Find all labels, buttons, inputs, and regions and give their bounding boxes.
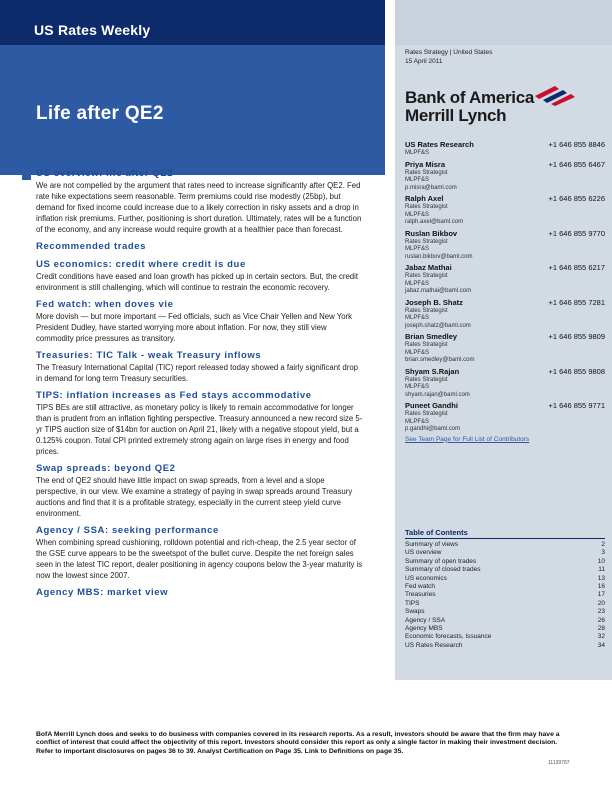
contact-email[interactable]: p.misra@baml.com bbox=[405, 184, 457, 191]
contact-phone: +1 646 855 9808 bbox=[548, 366, 605, 376]
toc-row[interactable] bbox=[405, 625, 605, 633]
toc-page: 20 bbox=[597, 599, 605, 607]
contact-name: Shyam S.Rajan bbox=[405, 366, 460, 376]
contact-detail: MLPF&S bbox=[405, 384, 430, 390]
contact-phone: +1 646 855 6467 bbox=[548, 159, 605, 169]
section-heading: Agency MBS: market view bbox=[36, 587, 169, 598]
series-title: US Rates Weekly bbox=[34, 22, 151, 38]
sidebar-panel bbox=[395, 0, 612, 680]
contact-email[interactable]: jabaz.mathai@baml.com bbox=[405, 288, 472, 294]
contact-phone: +1 646 855 6226 bbox=[548, 194, 605, 203]
toc-page: 26 bbox=[597, 616, 605, 624]
section-heading: Fed watch: when doves vie bbox=[36, 299, 174, 310]
contact-phone: +1 646 855 9770 bbox=[548, 228, 605, 238]
toc-row[interactable] bbox=[405, 617, 605, 625]
section-heading: Treasuries: TIC Talk - weak Treasury inflows bbox=[36, 350, 262, 361]
contact-name: Joseph B. Shatz bbox=[405, 297, 463, 307]
section-body: TIPS BEs are still attractive, as monetary policy is likely to remain accommodative for longer than is prudent from an inflation fighting perspective. Treasury announced a new record size 5-yr TIPS auction size of $14bn for auction on April 21, likely with a negative stopout yield, but a 0.125% coupon. Total CPI printed extremely strong again on large rises in energy and food prices. bbox=[36, 403, 363, 456]
toc-page: 32 bbox=[597, 633, 605, 641]
toc-row[interactable] bbox=[405, 591, 605, 599]
contact-entry bbox=[405, 401, 605, 434]
contact-detail: Rates Strategist bbox=[405, 307, 448, 314]
contact-entry bbox=[405, 229, 605, 262]
contact-email[interactable]: brian.smedley@baml.com bbox=[405, 357, 475, 363]
main-content bbox=[36, 168, 366, 599]
toc-label: Summary of open trades bbox=[405, 557, 477, 565]
report-category: Rates Strategy | United States bbox=[405, 49, 493, 56]
section-heading: Agency / SSA: seeking performance bbox=[36, 525, 219, 536]
contact-entry bbox=[405, 298, 605, 331]
section-body: More dovish — but more important — Fed officials, such as Vice Chair Yellen and New York President Dudley, have started worrying more about inflation. For now, they still view commodity price pressures as transitory. bbox=[36, 312, 353, 343]
toc-row[interactable] bbox=[405, 608, 605, 616]
toc-label: Treasuries bbox=[405, 591, 436, 599]
toc-row[interactable] bbox=[405, 600, 605, 608]
contact-detail: MLPF&S bbox=[405, 150, 430, 156]
toc-label: Summary of views bbox=[405, 541, 459, 548]
report-code: 11139787 bbox=[548, 760, 570, 766]
toc-row[interactable] bbox=[405, 575, 605, 583]
toc-row[interactable] bbox=[405, 549, 605, 557]
toc-label: US overview bbox=[405, 549, 442, 557]
toc-page: 10 bbox=[597, 557, 605, 565]
section-body: The Treasury International Capital (TIC) report released today showed a fairly significant drop in demand for long term Treasury securities. bbox=[36, 363, 358, 383]
toc-row[interactable] bbox=[405, 541, 605, 549]
contact-entry bbox=[405, 367, 605, 400]
contact-detail: MLPF&S bbox=[405, 246, 430, 252]
contact-detail: Rates Strategist bbox=[405, 273, 448, 279]
toc-row[interactable] bbox=[405, 642, 605, 650]
section-body: When combining spread cushioning, rolldown potential and rich-cheap, the 2.5 year sector of the GSE curve appears to be the sweetspot of the bullet curve. Despite the net foreign sales seen in the latest TIC report, dealer positioning in agency coupons below the 3-year maturity is now the lowest since 2007. bbox=[36, 538, 363, 580]
section-marker bbox=[22, 171, 31, 180]
disclosure-text: BofA Merrill Lynch does and seeks to do business with companies covered in its research reports. As a result, investors should be aware that the firm may have a conflict of interest that could affect the objectivity of this report. Investors should consider this report as only a single factor in making their investment decision. bbox=[36, 731, 560, 747]
disclosure-links[interactable]: Refer to important disclosures on pages 36 to 39. Analyst Certification on Page 35. Link to Definitions on page 35. bbox=[36, 747, 404, 755]
contact-detail: MLPF&S bbox=[405, 280, 430, 287]
header-band bbox=[0, 0, 385, 45]
logo-line-2: Merrill Lynch bbox=[405, 106, 507, 125]
contact-entry bbox=[405, 332, 605, 365]
contact-detail: Rates Strategist bbox=[405, 204, 448, 210]
title-band bbox=[0, 45, 385, 175]
contact-list bbox=[405, 140, 605, 443]
toc-page: 11 bbox=[598, 566, 605, 574]
contact-detail: MLPF&S bbox=[405, 418, 430, 425]
contact-detail: MLPF&S bbox=[405, 211, 430, 218]
contact-entry bbox=[405, 263, 605, 296]
contact-name: Jabaz Mathai bbox=[405, 263, 452, 272]
section-body: Credit conditions have eased and loan growth has picked up in certain sectors. But, the credit environment is still challenging, which will continue to restrain the economic recovery. bbox=[36, 272, 359, 292]
contact-name: Ruslan Bikbov bbox=[405, 228, 458, 238]
contact-name: Priya Misra bbox=[405, 159, 446, 169]
contact-name: US Rates Research bbox=[405, 140, 474, 149]
toc-page: 17 bbox=[597, 591, 605, 599]
toc-page: 3 bbox=[601, 549, 605, 557]
contact-name: Brian Smedley bbox=[405, 332, 458, 341]
contact-detail: Rates Strategist bbox=[405, 411, 448, 417]
contact-entry bbox=[405, 194, 605, 227]
section-heading: Swap spreads: beyond QE2 bbox=[36, 463, 176, 474]
toc-label: Fed watch bbox=[405, 583, 435, 591]
table-of-contents bbox=[405, 528, 605, 650]
section-heading: US overview: life after QE2 bbox=[36, 168, 366, 180]
contact-phone: +1 646 855 7281 bbox=[548, 297, 605, 307]
toc-page: 2 bbox=[601, 541, 605, 548]
contact-entry bbox=[405, 160, 605, 193]
contact-entry bbox=[405, 140, 605, 158]
section-body: We are not compelled by the argument that rates need to increase significantly after QE2. Fed rate hike expectations seem reasonable. Term premiums could rise modestly (25bp), but demand for fixed income could increase due to a likely correction in risky assets and a drop in inflation risk premiums. Further, positioning is short duration. Ultimately, rates will be a function of the economy, and any increase would require growth at a healthier pace than forecast. bbox=[36, 181, 362, 234]
toc-label: Swaps bbox=[405, 608, 425, 616]
toc-row[interactable] bbox=[405, 566, 605, 574]
toc-row[interactable] bbox=[405, 558, 605, 566]
toc-title: Table of Contents bbox=[405, 528, 605, 539]
logo-line-1: Bank of America bbox=[405, 88, 535, 107]
contact-phone: +1 646 855 9771 bbox=[548, 401, 605, 410]
toc-page: 16 bbox=[597, 583, 605, 591]
contact-email[interactable]: shyam.rajan@baml.com bbox=[405, 391, 470, 398]
contact-email[interactable]: joseph.shatz@baml.com bbox=[405, 322, 471, 329]
section-heading: TIPS: inflation increases as Fed stays accommodative bbox=[36, 390, 312, 401]
contact-detail: MLPF&S bbox=[405, 315, 430, 321]
toc-label: US Rates Research bbox=[405, 641, 463, 649]
toc-label: Agency MBS bbox=[405, 625, 443, 633]
toc-label: Economic forecasts, Issuance bbox=[405, 633, 492, 641]
report-date: 15 April 2011 bbox=[405, 58, 443, 65]
contact-detail: Rates Strategist bbox=[405, 342, 448, 348]
contact-detail: MLPF&S bbox=[405, 349, 430, 356]
contact-phone: +1 646 855 9809 bbox=[548, 332, 605, 341]
contact-detail: Rates Strategist bbox=[405, 376, 448, 383]
contact-email[interactable]: ralph.axel@baml.com bbox=[405, 219, 464, 225]
toc-page: 34 bbox=[597, 641, 605, 649]
toc-page: 28 bbox=[597, 625, 605, 633]
contact-name: Ralph Axel bbox=[405, 194, 444, 203]
flag-icon bbox=[533, 84, 577, 106]
section-heading: Recommended trades bbox=[36, 241, 147, 252]
toc-page: 23 bbox=[597, 608, 605, 616]
contact-email[interactable]: p.gandhi@baml.com bbox=[405, 426, 461, 432]
toc-label: US economics bbox=[405, 574, 447, 582]
contact-phone: +1 646 855 6217 bbox=[548, 263, 605, 272]
toc-label: Agency / SSA bbox=[405, 616, 446, 624]
contact-detail: Rates Strategist bbox=[405, 169, 448, 176]
sidebar-top bbox=[395, 0, 612, 45]
toc-label: TIPS bbox=[405, 599, 420, 607]
section-heading: US economics: credit where credit is due bbox=[36, 259, 246, 270]
toc-page: 13 bbox=[597, 574, 605, 582]
contact-detail: MLPF&S bbox=[405, 177, 430, 183]
contact-detail: Rates Strategist bbox=[405, 238, 448, 245]
contact-name: Puneet Gandhi bbox=[405, 401, 458, 410]
contact-email[interactable]: ruslan.bikbov@baml.com bbox=[405, 253, 473, 260]
contact-phone: +1 646 855 8846 bbox=[548, 140, 605, 149]
disclosure-footer bbox=[36, 731, 566, 756]
document-title: Life after QE2 bbox=[36, 103, 164, 124]
team-page-link[interactable]: See Team Page for Full List of Contributors bbox=[405, 435, 530, 443]
bofa-logo bbox=[405, 88, 575, 128]
section-body: The end of QE2 should have little impact on swap spreads, from a level and a slope perspective, in our view. We examine a strategy of paying in swap spreads around Treasury auctions and find that it is a profitable strategy, especially in the current steep yield curve environment. bbox=[36, 476, 353, 518]
toc-label: Summary of closed trades bbox=[405, 566, 481, 574]
report-meta bbox=[405, 48, 492, 66]
toc-row[interactable] bbox=[405, 583, 605, 591]
toc-row[interactable] bbox=[405, 633, 605, 641]
